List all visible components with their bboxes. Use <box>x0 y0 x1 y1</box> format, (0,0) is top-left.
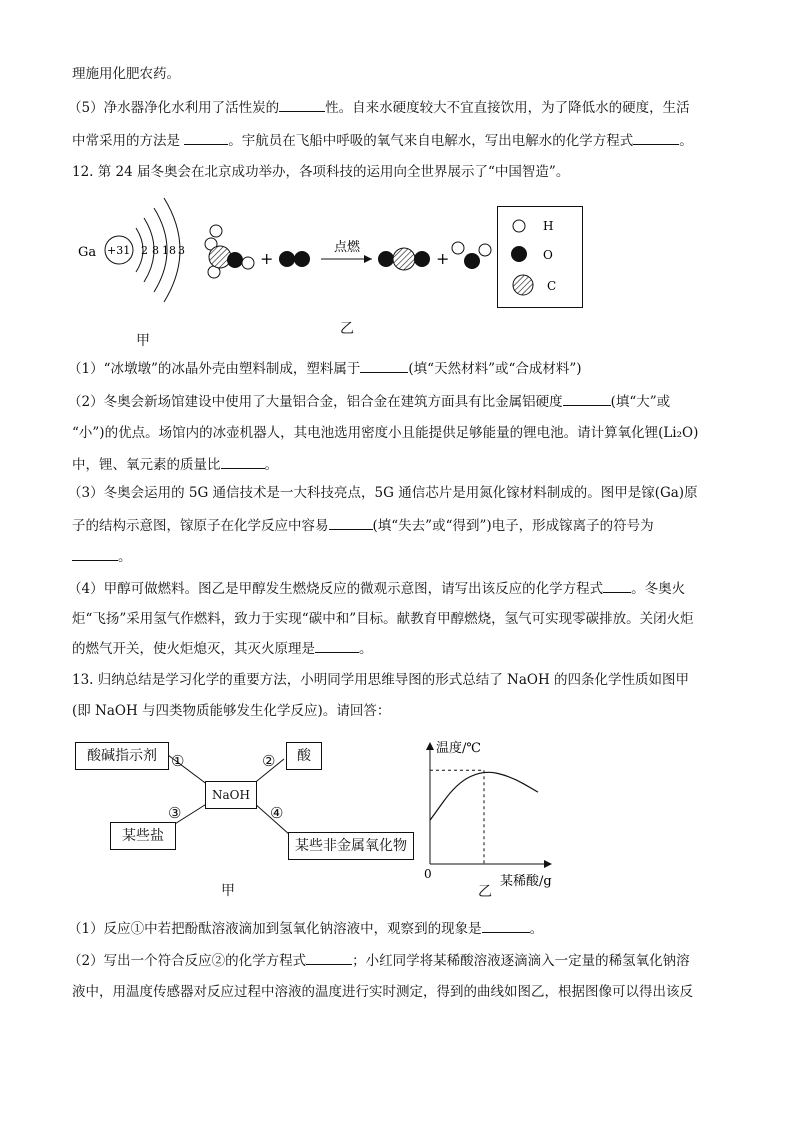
reaction-mark: ① <box>171 752 185 770</box>
text-line: (即 NaOH 与四类物质能够发生化学反应)。请回答： <box>72 703 391 719</box>
question-13: 13. 归纳总结是学习化学的重要方法，小明同学用思维导图的形式总结了 NaOH 的四条化学性质如图甲 <box>72 672 690 688</box>
methanol-molecule <box>205 225 254 278</box>
figure-caption-jia: 甲 <box>136 333 150 349</box>
answer-blank[interactable] <box>360 358 408 373</box>
plus-sign: + <box>260 249 274 268</box>
part-3: （3）冬奥会运用的 5G 通信技术是一大科技亮点，5G 通信芯片是用氮化镓材料制成的。图甲是镓(Ga)原 <box>68 485 698 501</box>
question-5: （5）净水器净化水利用了活性炭的 性。自来水硬度较大不宜直接饮用，为了降低水的硬度，生活 <box>68 97 690 118</box>
question-12: 12. 第 24 届冬奥会在北京成功举办，各项科技的运用向全世界展示了“中国智造”。 <box>72 164 570 180</box>
text-line: 子的结构示意图，镓原子在化学反应中容易 (填“失去”或“得到”)电子，形成镓离子的符号为 <box>72 515 654 536</box>
answer-blank[interactable] <box>184 130 228 145</box>
shell-count: 2 <box>141 244 148 257</box>
figure-caption-yi: 乙 <box>340 321 354 337</box>
text-line: 液中，用温度传感器对反应过程中溶液的温度进行实时测定，得到的曲线如图乙，根据图像可以得出该反 <box>72 984 693 1000</box>
node-nonmetal-oxide: 某些非金属氧化物 <box>288 832 414 860</box>
legend-label: O <box>543 248 553 262</box>
node-acid: 酸 <box>286 742 322 770</box>
reaction-mark: ④ <box>270 804 284 822</box>
node-naoh: NaOH <box>205 781 257 809</box>
part-4: （4）甲醇可做燃料。图乙是甲醇发生燃烧反应的微观示意图，请写出该反应的化学方程式 。冬奥火 <box>68 578 685 599</box>
arrow-head-icon <box>364 255 372 263</box>
answer-blank[interactable] <box>603 578 631 593</box>
reaction-mark: ② <box>262 752 276 770</box>
answer-blank[interactable] <box>221 454 265 469</box>
text-line: 中，锂、氧元素的质量比 。 <box>72 454 278 475</box>
water-molecule <box>452 242 491 269</box>
shell-count: 3 <box>178 244 185 257</box>
part-1: （1）“冰墩墩”的冰晶外壳由塑料制成，塑料属于 (填“天然材料”或“合成材料”) <box>68 358 582 379</box>
figure-caption-yi: 乙 <box>478 884 492 900</box>
answer-blank[interactable] <box>306 950 352 965</box>
oxygen-molecule <box>279 251 310 267</box>
legend-label: H <box>543 219 554 233</box>
text-line: 炬“飞扬”采用氢气作燃料，致力于实现“碳中和”目标。献教育甲醇燃烧，氢气可实现零碳排放。关闭火炬 <box>72 611 694 627</box>
methanol-combustion-diagram <box>196 200 496 290</box>
nucleus-charge: +31 <box>107 244 131 257</box>
reaction-mark: ③ <box>168 804 182 822</box>
x-axis-label: 某稀酸/g <box>500 874 552 889</box>
figure-caption-jia: 甲 <box>221 883 235 899</box>
part-2: （2）冬奥会新场馆建设中使用了大量铝合金，铝合金在建筑方面具有比金属铝硬度 (填“大”或 <box>68 391 670 412</box>
node-salt: 某些盐 <box>110 822 176 850</box>
y-axis-arrow-icon <box>426 742 434 750</box>
text-line: 的燃气开关，使火炬熄灭，其灭火原理是 。 <box>72 638 373 659</box>
plus-sign: + <box>436 249 450 268</box>
hydrogen-atom-icon <box>513 220 525 232</box>
carbon-atom-icon <box>513 275 533 295</box>
sub-question-2: （2）写出一个符合反应②的化学方程式 ；小红同学将某稀酸溶液逐滴滴入一定量的稀氢氧化钠溶 <box>68 950 690 971</box>
gallium-atom-diagram <box>72 190 202 350</box>
text-line: 中常采用的方法是 。宇航员在飞船中呼吸的氧气来自电解水，写出电解水的化学方程式 。 <box>72 130 693 151</box>
answer-blank[interactable] <box>482 918 530 933</box>
origin-label: 0 <box>424 867 432 881</box>
legend-label: C <box>547 279 557 293</box>
x-axis-arrow-icon <box>544 860 552 868</box>
text-line: “小”)的优点。场馆内的冰壶机器人，其电池选用密度小且能提供足够能量的锂电池。请计算氧化锂(Li₂O) <box>72 425 699 441</box>
answer-blank[interactable] <box>279 97 325 112</box>
answer-blank[interactable] <box>329 515 373 530</box>
element-symbol: Ga <box>78 245 97 260</box>
shell-count: 18 <box>162 244 176 257</box>
temperature-graph <box>418 736 568 896</box>
reaction-condition: 点燃 <box>334 240 361 255</box>
answer-blank[interactable] <box>633 130 679 145</box>
text-line: 。 <box>72 546 132 567</box>
y-axis-label: 温度/℃ <box>436 741 481 756</box>
node-indicator: 酸碱指示剂 <box>75 742 169 770</box>
text-line: 理施用化肥农药。 <box>72 66 180 82</box>
answer-blank[interactable] <box>72 546 118 561</box>
sub-question-1: （1）反应①中若把酚酞溶液滴加到氢氧化钠溶液中，观察到的现象是 。 <box>68 918 543 939</box>
shell-count: 8 <box>152 244 159 257</box>
oxygen-atom-icon <box>511 246 527 262</box>
atom-legend <box>497 206 583 308</box>
answer-blank[interactable] <box>563 391 611 406</box>
answer-blank[interactable] <box>315 638 359 653</box>
carbon-dioxide-molecule <box>378 248 430 270</box>
